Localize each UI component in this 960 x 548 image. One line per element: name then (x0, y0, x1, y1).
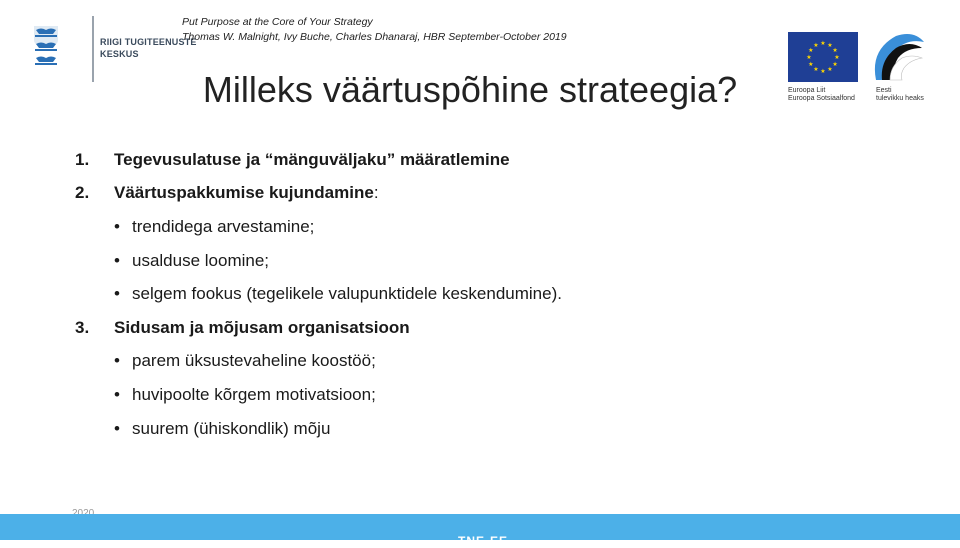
bullet-text: usalduse loomine; (132, 251, 270, 270)
item-number: 2. (75, 183, 90, 202)
citation (182, 15, 567, 45)
eu-star-icon: ★ (808, 47, 814, 54)
item-text-main: Sidusam ja mõjusam organisatsioon (114, 318, 410, 337)
bullet-icon: • (114, 419, 120, 438)
bullet-icon: • (114, 385, 120, 404)
eu-caption-line2: Euroopa Sotsiaalfond (788, 95, 855, 102)
citation-title: Put Purpose at the Core of Your Strategy (182, 16, 373, 28)
item-text-main: Väärtuspakkumise kujundamine (114, 183, 374, 202)
estonia-caption (876, 87, 924, 103)
slide-title: Milleks väärtuspõhine strateegia? (202, 69, 738, 110)
bullet-text: trendidega arvestamine; (132, 217, 315, 236)
bullet-icon: • (114, 217, 120, 236)
estonia-swoosh-icon (866, 30, 926, 86)
logo-line2: KESKUS (100, 49, 139, 59)
bullet-icon: • (114, 251, 120, 270)
bullet-text: parem üksustevaheline koostöö; (132, 351, 376, 370)
item-text-main: Tegevusulatuse ja “mänguväljaku” määratlemine (114, 150, 510, 169)
eu-star-icon: ★ (834, 54, 840, 61)
eu-star-icon: ★ (813, 41, 819, 49)
footer-bar-text: TNE-EE (458, 534, 509, 548)
item-text (114, 183, 379, 203)
eu-caption (788, 87, 855, 103)
item-number: 1. (75, 150, 90, 169)
eu-star-icon: ★ (813, 66, 819, 74)
logo-line1: RIIGI TUGITEENUSTE (100, 37, 197, 47)
eu-flag-icon (788, 32, 858, 82)
eu-star-icon: ★ (832, 61, 838, 68)
estonia-caption-line1: Eesti (876, 87, 892, 94)
estonia-logo (866, 30, 926, 104)
item-text (114, 150, 510, 170)
eu-star-icon: ★ (806, 54, 812, 61)
item-text-suffix: : (373, 183, 379, 202)
eu-logo (788, 32, 860, 104)
bullet-text: suurem (ühiskondlik) mõju (132, 419, 331, 438)
estonia-caption-line2: tulevikku heaks (876, 95, 924, 102)
eu-caption-line1: Euroopa Liit (788, 87, 826, 94)
footer-bar (0, 514, 960, 548)
bullet-text: huvipoolte kõrgem motivatsioon; (132, 385, 376, 404)
item-text (114, 318, 410, 338)
eu-star-icon: ★ (832, 47, 838, 54)
eu-star-icon: ★ (808, 61, 814, 68)
citation-authors: Thomas W. Malnight, Ivy Buche, Charles Dhanaraj, HBR September-October 2019 (182, 31, 567, 43)
logo-divider (92, 16, 94, 82)
eu-star-icon: ★ (827, 41, 833, 49)
coat-of-arms-icon (32, 24, 60, 74)
bullet-text: selgem fookus (tegelikele valupunktidele keskendumine). (132, 284, 562, 303)
eu-star-icon: ★ (827, 66, 833, 74)
eu-star-icon: ★ (820, 40, 826, 47)
eu-star-icon: ★ (820, 68, 826, 75)
bullet-icon: • (114, 351, 120, 370)
rtk-logo (30, 14, 197, 84)
bullet-icon: • (114, 284, 120, 303)
item-number: 3. (75, 318, 90, 337)
